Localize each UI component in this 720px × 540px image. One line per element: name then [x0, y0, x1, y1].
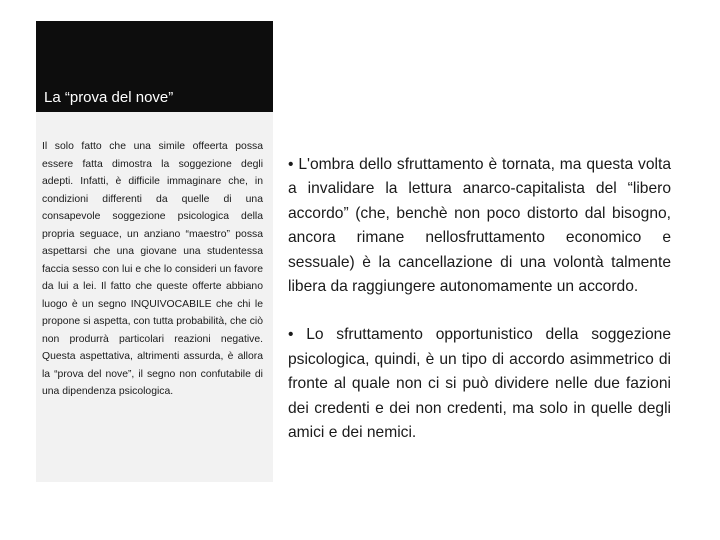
- bullet-item-2: • Lo sfruttamento opportunistico della soggezione psicologica, quindi, è un tipo di accordo asimmetrico di fronte al quale non ci si può dividere nelle due fazioni dei credenti e dei non credenti, ma solo in quelle degli amici e dei nemici.: [288, 326, 671, 442]
- bullet-item-1: • L'ombra dello sfruttamento è tornata, ma questa volta a invalidare la lettura anarco-capitalista del “libero accordo” (che, benchè non poco distorto dal bisogno, ancora rimane nellosfruttamento economico e sessuale) è la cancellazione di una volontà talmente libera da raggiungere autonomamente un accordo.: [288, 156, 671, 296]
- title-banner: [36, 21, 273, 112]
- bullet-list: [288, 153, 671, 445]
- left-paragraph: Il solo fatto che una simile offeerta possa essere fatta dimostra la soggezione degli adepti. Infatti, è difficile immaginare che, in condizioni differenti da quelle di una consapevole soggezione psicologica della propria seguace, un anziano “maestro” possa aspettarsi che una giovane una studentessa faccia sesso con lui e che lo consideri un favore da lui a lei. Il fatto che queste offerte abbiano luogo è un segno INQUIVOCABILE che chi le propone si aspetta, con tutta probabilità, che ciò non produrrà particolari reazioni negative. Questa aspettativa, altrimenti assurda, è allora la “prova del nove”, il segno non confutabile di una dipendenza psicologica.: [42, 141, 263, 397]
- left-text-panel: [36, 112, 273, 482]
- slide-title: La “prova del nove”: [44, 89, 174, 106]
